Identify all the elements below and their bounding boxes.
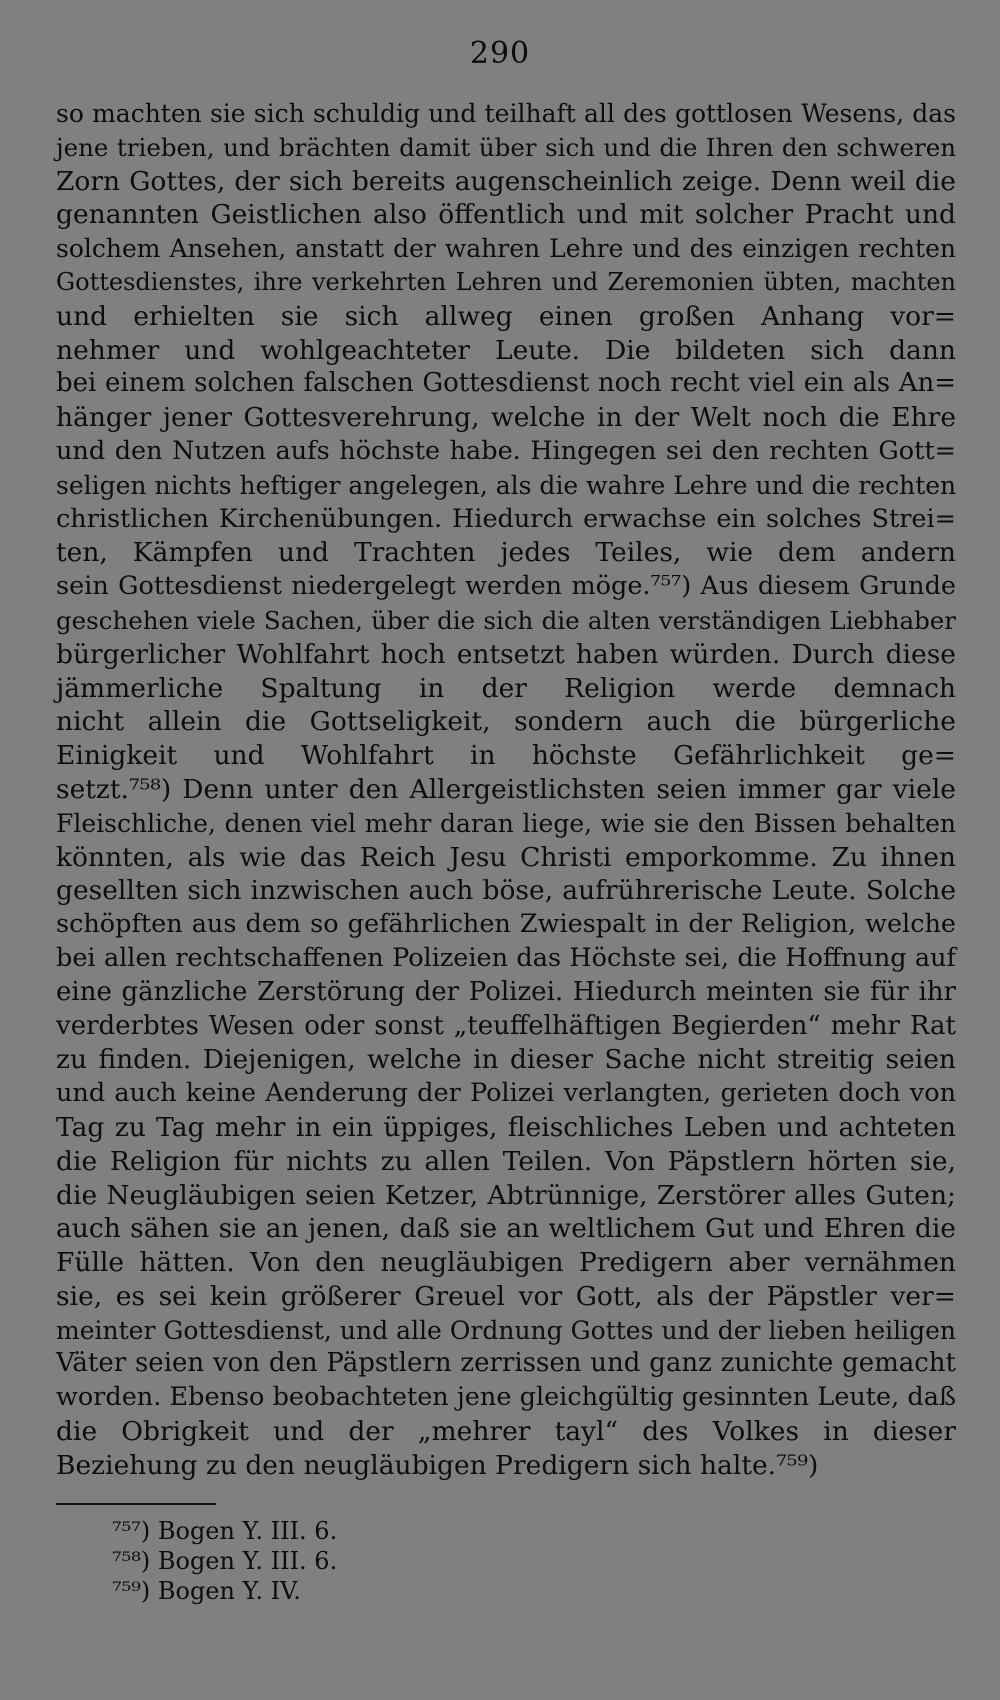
- text-line: setzt.⁷⁵⁸) Denn unter den Allergeistlichsten seien immer gar viele: [56, 773, 956, 805]
- text-line: Väter seien von den Päpstlern zerrissen und ganz zunichte gemacht: [56, 1348, 956, 1379]
- text-line: Tag zu Tag mehr in ein üppiges, fleischliches Leben und achteten: [56, 1111, 956, 1143]
- text-line: sie, es sei kein größerer Greuel vor Gott, als der Päpstler ver=: [56, 1280, 956, 1312]
- text-line: jämmerliche Spaltung in der Religion werde demnach: [56, 672, 956, 704]
- text-line: zu finden. Diejenigen, welche in dieser Sache nicht streitig seien: [56, 1044, 956, 1076]
- footnote: ⁷⁵⁹) Bogen Y. IV.: [112, 1577, 301, 1605]
- text-line: sein Gottesdienst niedergelegt werden möge.⁷⁵⁷) Aus diesem Grunde: [56, 571, 956, 602]
- text-line: nicht allein die Gottseligkeit, sondern auch die bürgerliche: [56, 706, 956, 738]
- text-line: die Neugläubigen seien Ketzer, Abtrünnige, Zerstörer alles Guten;: [56, 1179, 956, 1211]
- text-line: geschehen viele Sachen, über die sich die alten verständigen Liebhaber: [56, 605, 956, 635]
- text-line: Fülle hätten. Von den neugläubigen Predigern aber vernähmen: [56, 1247, 956, 1279]
- text-line: eine gänzliche Zerstörung der Polizei. Hiedurch meinten sie für ihr: [56, 976, 956, 1007]
- body-text: [56, 97, 956, 1483]
- text-line: bürgerlicher Wohlfahrt hoch entsetzt haben würden. Durch diese: [56, 638, 956, 670]
- text-line: meinter Gottesdienst, und alle Ordnung Gottes und der lieben heiligen: [56, 1315, 956, 1345]
- text-line: hänger jener Gottesverehrung, welche in der Welt noch die Ehre: [56, 402, 956, 434]
- text-line: jene trieben, und brächten damit über sich und die Ihren den schweren: [56, 132, 956, 162]
- text-line: die Obrigkeit und der „mehrer tayl“ des Volkes in dieser: [56, 1416, 956, 1448]
- text-line: nehmer und wohlgeachteter Leute. Die bildeten sich dann: [56, 334, 956, 366]
- text-line: Gottesdienstes, ihre verkehrten Lehren und Zeremonien übten, machten: [56, 267, 956, 296]
- text-line: Zorn Gottes, der sich bereits augenscheinlich zeige. Denn weil die: [56, 165, 956, 197]
- text-line: und erhielten sie sich allweg einen großen Anhang vor=: [56, 300, 956, 332]
- text-line: bei allen rechtschaffenen Polizeien das Höchste sei, die Hoffnung auf: [56, 942, 956, 973]
- footnote: ⁷⁵⁷) Bogen Y. III. 6.: [112, 1517, 338, 1545]
- text-line: solchem Ansehen, anstatt der wahren Lehre und des einzigen rechten: [56, 234, 956, 264]
- text-line: Einigkeit und Wohlfahrt in höchste Gefährlichkeit ge=: [56, 740, 956, 772]
- footnotes: [112, 1516, 612, 1606]
- text-line: schöpften aus dem so gefährlichen Zwiespalt in der Religion, welche: [56, 909, 956, 940]
- text-line: verderbtes Wesen oder sonst „teuffelhäftigen Begierden“ mehr Rat: [56, 1010, 956, 1041]
- footnote-divider: [56, 1503, 216, 1505]
- text-line: seligen nichts heftiger angelegen, als die wahre Lehre und die rechten: [56, 470, 957, 500]
- text-line: auch sähen sie an jenen, daß sie an weltlichem Gut und Ehren die: [56, 1213, 956, 1245]
- footnote: ⁷⁵⁸) Bogen Y. III. 6.: [112, 1547, 338, 1575]
- text-line: christlichen Kirchenübungen. Hiedurch erwachse ein solches Strei=: [56, 503, 956, 534]
- text-line: ten, Kämpfen und Trachten jedes Teiles, wie dem andern: [56, 537, 956, 569]
- text-line: Fleischliche, denen viel mehr daran liege, wie sie den Bissen behalten: [56, 808, 956, 838]
- text-line: und auch keine Aenderung der Polizei verlangten, gerieten doch von: [56, 1078, 956, 1109]
- text-line: so machten sie sich schuldig und teilhaft all des gottlosen Wesens, das: [56, 99, 956, 128]
- text-line: die Religion für nichts zu allen Teilen. Von Päpstlern hörten sie,: [56, 1145, 956, 1177]
- text-line: Beziehung zu den neugläubigen Predigern sich halte.⁷⁵⁹): [56, 1449, 819, 1481]
- text-line: genannten Geistlichen also öffentlich und mit solcher Pracht und: [56, 199, 956, 231]
- text-line: worden. Ebenso beobachteten jene gleichgültig gesinnten Leute, daß: [56, 1382, 956, 1413]
- text-line: könnten, als wie das Reich Jesu Christi emporkomme. Zu ihnen: [56, 841, 956, 873]
- text-line: gesellten sich inzwischen auch böse, aufrührerische Leute. Solche: [56, 875, 956, 907]
- page-number: 290: [469, 36, 531, 71]
- text-line: bei einem solchen falschen Gottesdienst noch recht viel ein als An=: [56, 368, 956, 399]
- text-line: und den Nutzen aufs höchste habe. Hingegen sei den rechten Gott=: [56, 435, 956, 466]
